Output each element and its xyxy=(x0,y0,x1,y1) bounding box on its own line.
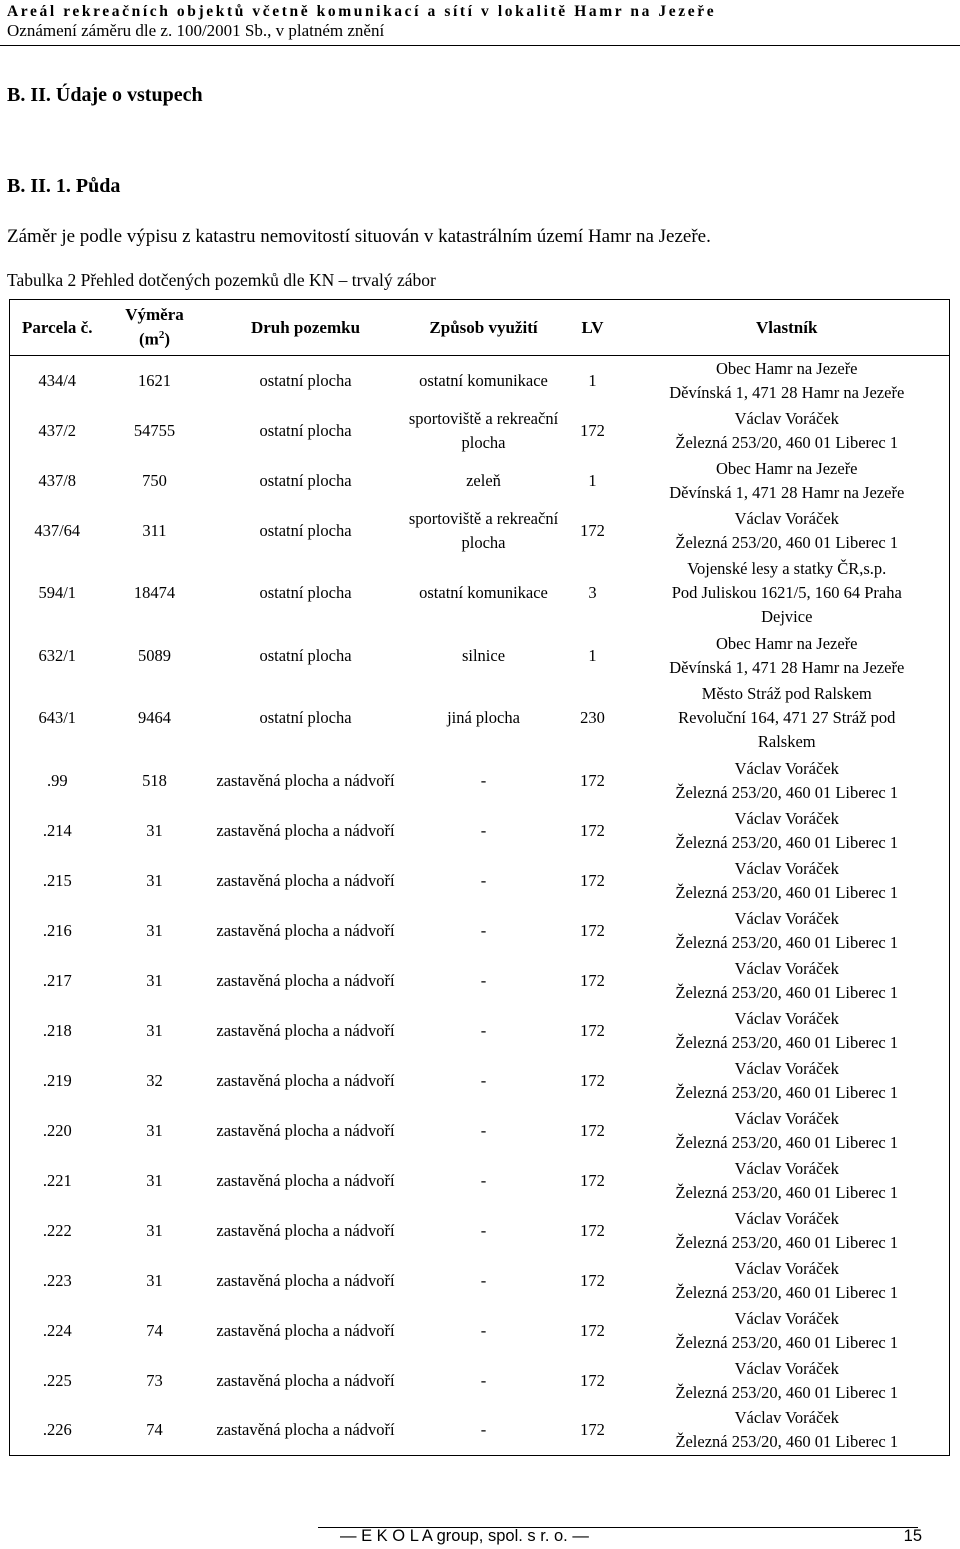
cell-zpusob: - xyxy=(480,920,487,940)
cell-vymera: 31 xyxy=(146,1120,163,1140)
cell-lv: 172 xyxy=(580,1320,605,1340)
cell-lv: 172 xyxy=(580,1170,605,1190)
cell-zpusob: jiná plocha xyxy=(447,708,520,727)
table-row xyxy=(10,906,950,956)
table-row xyxy=(10,1106,950,1156)
owner-line: Železná 253/20, 460 01 Liberec 1 xyxy=(675,1232,899,1252)
cell-lv: 172 xyxy=(580,770,605,790)
owner-line: Železná 253/20, 460 01 Liberec 1 xyxy=(675,832,899,852)
owner-line: Václav Voráček xyxy=(734,408,839,428)
cell-zpusob: sportoviště a rekreační plocha xyxy=(408,408,559,452)
owner-line: Václav Voráček xyxy=(734,1308,839,1328)
cell-zpusob: - xyxy=(480,1370,487,1390)
cell-druh: ostatní plocha xyxy=(259,520,352,540)
cell-vymera: 31 xyxy=(146,970,163,990)
owner-line: Revoluční 164, 471 27 Stráž pod xyxy=(678,708,896,727)
cell-parcela: 434/4 xyxy=(38,370,77,390)
cell-parcela: .219 xyxy=(42,1070,72,1090)
owner-line: Václav Voráček xyxy=(734,1108,839,1128)
owner-line: Ralskem xyxy=(757,732,816,751)
cell-lv: 172 xyxy=(580,1420,605,1440)
table-row xyxy=(10,1156,950,1206)
cell-druh: ostatní plocha xyxy=(259,583,352,602)
cell-zpusob: - xyxy=(480,1270,487,1290)
table-row xyxy=(10,506,950,556)
table-row xyxy=(10,806,950,856)
cell-lv: 172 xyxy=(580,920,605,940)
table-row xyxy=(10,556,950,631)
document-header-title: Areál rekreačních objektů včetně komunikací a sítí v lokalitě Hamr na Jezeře xyxy=(7,3,717,20)
cell-parcela: .222 xyxy=(42,1220,72,1240)
cell-zpusob: - xyxy=(480,1320,487,1340)
cell-vlastnik xyxy=(625,1406,950,1456)
cell-vymera: 31 xyxy=(146,1020,163,1040)
owner-line: Železná 253/20, 460 01 Liberec 1 xyxy=(675,1032,899,1052)
table-caption: Tabulka 2 Přehled dotčených pozemků dle KN – trvalý zábor xyxy=(7,270,436,290)
cell-vymera: 311 xyxy=(142,520,167,540)
table-row xyxy=(10,356,950,406)
cell-druh: zastavěná plocha a nádvoří xyxy=(216,1220,395,1240)
cell-druh: zastavěná plocha a nádvoří xyxy=(216,920,395,940)
owner-line: Václav Voráček xyxy=(734,1158,839,1178)
table-row xyxy=(10,856,950,906)
table-row xyxy=(10,1356,950,1406)
cell-vymera: 5089 xyxy=(138,645,171,665)
owner-line: Václav Voráček xyxy=(734,808,839,828)
cell-zpusob: zeleň xyxy=(466,470,501,490)
cell-lv: 172 xyxy=(580,1020,605,1040)
cell-parcela: 437/8 xyxy=(38,470,77,490)
cell-parcela: .216 xyxy=(42,920,72,940)
cell-zpusob: - xyxy=(480,1220,487,1240)
cell-druh: zastavěná plocha a nádvoří xyxy=(216,1420,395,1440)
table-row xyxy=(10,631,950,681)
cell-vymera: 31 xyxy=(146,1220,163,1240)
cell-parcela: .215 xyxy=(42,870,72,890)
cell-druh: ostatní plocha xyxy=(259,708,352,727)
table-row xyxy=(10,1406,950,1456)
cell-vymera: 750 xyxy=(142,470,167,490)
cell-druh: zastavěná plocha a nádvoří xyxy=(216,1370,395,1390)
header-druh: Druh pozemku xyxy=(205,300,407,356)
cell-parcela: 594/1 xyxy=(38,583,77,602)
cell-parcela: .220 xyxy=(42,1120,72,1140)
subsection-heading: B. II. 1. Půda xyxy=(7,175,121,197)
cell-vymera: 31 xyxy=(146,1170,163,1190)
cell-zpusob: silnice xyxy=(461,645,506,665)
header-lv: LV xyxy=(561,300,625,356)
cell-parcela: 643/1 xyxy=(38,708,77,727)
cell-lv: 172 xyxy=(580,1070,605,1090)
owner-line: Obec Hamr na Jezeře xyxy=(715,358,858,378)
cell-parcela: .223 xyxy=(42,1270,72,1290)
owner-line: Železná 253/20, 460 01 Liberec 1 xyxy=(675,882,899,902)
cell-lv: 172 xyxy=(580,1220,605,1240)
header-vlastnik: Vlastník xyxy=(625,300,950,356)
cell-vymera: 518 xyxy=(142,770,167,790)
owner-line: Obec Hamr na Jezeře xyxy=(715,458,858,478)
cell-druh: ostatní plocha xyxy=(259,470,352,490)
owner-line: Železná 253/20, 460 01 Liberec 1 xyxy=(675,432,899,452)
owner-line: Václav Voráček xyxy=(734,1258,839,1278)
cell-lv: 1 xyxy=(588,370,597,390)
cell-vymera: 54755 xyxy=(133,420,176,440)
owner-line: Děvínská 1, 471 28 Hamr na Jezeře xyxy=(669,382,905,402)
owner-line: Václav Voráček xyxy=(734,1208,839,1228)
cell-vymera: 31 xyxy=(146,820,163,840)
cell-parcela: 437/2 xyxy=(38,420,77,440)
owner-line: Děvínská 1, 471 28 Hamr na Jezeře xyxy=(669,657,905,677)
table-row xyxy=(10,456,950,506)
cell-vymera: 32 xyxy=(146,1070,163,1090)
cell-vlastnik xyxy=(625,1306,950,1356)
owner-line: Železná 253/20, 460 01 Liberec 1 xyxy=(675,1182,899,1202)
cell-druh: zastavěná plocha a nádvoří xyxy=(216,770,395,790)
table-row xyxy=(10,1056,950,1106)
cell-parcela: .224 xyxy=(42,1320,72,1340)
header-vymera-unit: $(m^2)$ xyxy=(139,329,170,349)
owner-line: Železná 253/20, 460 01 Liberec 1 xyxy=(675,1282,899,1302)
cell-vymera: 31 xyxy=(146,920,163,940)
header-parcela: Parcela č. xyxy=(10,300,105,356)
cell-zpusob: - xyxy=(480,1070,487,1090)
table-row xyxy=(10,1306,950,1356)
cell-zpusob: - xyxy=(480,1420,487,1440)
cell-zpusob: - xyxy=(480,1120,487,1140)
table-row xyxy=(10,756,950,806)
cell-druh: zastavěná plocha a nádvoří xyxy=(216,1270,395,1290)
cell-parcela: .218 xyxy=(42,1020,72,1040)
cell-vlastnik xyxy=(625,506,950,556)
owner-line: Železná 253/20, 460 01 Liberec 1 xyxy=(675,532,899,552)
cell-vymera: 1621 xyxy=(138,370,171,390)
cell-lv: 172 xyxy=(580,820,605,840)
intro-paragraph: Záměr je podle výpisu z katastru nemovitostí situován v katastrálním území Hamr na Jezeře. xyxy=(7,226,711,247)
owner-line: Václav Voráček xyxy=(734,758,839,778)
owner-line: Václav Voráček xyxy=(734,1008,839,1028)
cell-parcela: .221 xyxy=(42,1170,72,1190)
owner-line: Václav Voráček xyxy=(734,508,839,528)
owner-line: Václav Voráček xyxy=(734,1058,839,1078)
section-heading: B. II. Údaje o vstupech xyxy=(7,84,203,106)
owner-line: Železná 253/20, 460 01 Liberec 1 xyxy=(675,1132,899,1152)
cell-druh: zastavěná plocha a nádvoří xyxy=(216,870,395,890)
cell-vlastnik xyxy=(625,756,950,806)
cell-druh: zastavěná plocha a nádvoří xyxy=(216,1120,395,1140)
cell-vlastnik xyxy=(625,856,950,906)
cell-vlastnik xyxy=(625,631,950,681)
owner-line: Václav Voráček xyxy=(734,908,839,928)
cell-druh: zastavěná plocha a nádvoří xyxy=(216,1170,395,1190)
owner-line: Železná 253/20, 460 01 Liberec 1 xyxy=(675,982,899,1002)
table-row xyxy=(10,406,950,456)
owner-line: Železná 253/20, 460 01 Liberec 1 xyxy=(675,1432,899,1452)
cell-vlastnik xyxy=(625,556,950,631)
owner-line: Václav Voráček xyxy=(734,858,839,878)
cell-vlastnik xyxy=(625,806,950,856)
header-vymera xyxy=(105,300,205,356)
document-header-subtitle: Oznámení záměru dle z. 100/2001 Sb., v platném znění xyxy=(7,21,385,40)
cell-vlastnik xyxy=(625,406,950,456)
cell-vymera: 74 xyxy=(146,1420,163,1440)
owner-line: Železná 253/20, 460 01 Liberec 1 xyxy=(675,932,899,952)
owner-line: Město Stráž pod Ralskem xyxy=(701,684,872,703)
cell-lv: 172 xyxy=(580,1270,605,1290)
cell-parcela: 437/64 xyxy=(34,520,81,540)
cell-vlastnik xyxy=(625,1056,950,1106)
cell-lv: 172 xyxy=(580,870,605,890)
owner-line: Václav Voráček xyxy=(734,1358,839,1378)
cell-parcela: .226 xyxy=(42,1420,72,1440)
header-divider xyxy=(0,45,960,46)
cell-zpusob: ostatní komunikace xyxy=(419,583,548,602)
cell-druh: ostatní plocha xyxy=(259,420,352,440)
owner-line: Vojenské lesy a statky ČR,s.p. xyxy=(687,559,887,578)
cell-zpusob: - xyxy=(480,770,487,790)
cell-zpusob: - xyxy=(480,1020,487,1040)
cell-zpusob: - xyxy=(480,820,487,840)
cell-druh: zastavěná plocha a nádvoří xyxy=(216,820,395,840)
cell-druh: zastavěná plocha a nádvoří xyxy=(216,1070,395,1090)
page-footer xyxy=(340,1527,922,1546)
owner-line: Železná 253/20, 460 01 Liberec 1 xyxy=(675,1082,899,1102)
table-row xyxy=(10,1256,950,1306)
cell-vlastnik xyxy=(625,1256,950,1306)
cell-druh: zastavěná plocha a nádvoří xyxy=(216,970,395,990)
header-zpusob: Způsob využití xyxy=(407,300,561,356)
cell-lv: 172 xyxy=(580,970,605,990)
cell-vymera: 9464 xyxy=(138,708,171,727)
cell-lv: 172 xyxy=(580,1370,605,1390)
cell-vlastnik xyxy=(625,1356,950,1406)
cell-parcela: 632/1 xyxy=(38,645,77,665)
table-row xyxy=(10,1006,950,1056)
cell-druh: zastavěná plocha a nádvoří xyxy=(216,1320,395,1340)
table-row xyxy=(10,956,950,1006)
cell-vlastnik xyxy=(625,906,950,956)
cell-vlastnik xyxy=(625,1006,950,1056)
cell-parcela: .225 xyxy=(42,1370,72,1390)
cell-zpusob: - xyxy=(480,970,487,990)
cell-lv: 172 xyxy=(580,420,605,440)
cell-vymera: 18474 xyxy=(133,583,176,602)
cell-zpusob: - xyxy=(480,870,487,890)
cell-vlastnik xyxy=(625,956,950,1006)
parcel-table xyxy=(9,299,950,1456)
cell-zpusob: sportoviště a rekreační plocha xyxy=(408,508,559,552)
cell-vymera: 31 xyxy=(146,1270,163,1290)
footer-company: — E K O L A group, spol. s r. o. — xyxy=(340,1527,589,1545)
cell-lv: 1 xyxy=(588,470,597,490)
cell-parcela: .99 xyxy=(46,770,68,790)
cell-druh: ostatní plocha xyxy=(259,370,352,390)
cell-zpusob: - xyxy=(480,1170,487,1190)
owner-line: Václav Voráček xyxy=(734,958,839,978)
cell-vlastnik xyxy=(625,1206,950,1256)
table-row xyxy=(10,681,950,756)
owner-line: Obec Hamr na Jezeře xyxy=(715,633,858,653)
owner-line: Václav Voráček xyxy=(734,1408,839,1428)
cell-parcela: .217 xyxy=(42,970,72,990)
cell-vymera: 74 xyxy=(146,1320,163,1340)
cell-vymera: 73 xyxy=(146,1370,163,1390)
cell-lv: 3 xyxy=(588,583,597,602)
owner-line: Železná 253/20, 460 01 Liberec 1 xyxy=(675,1382,899,1402)
cell-vlastnik xyxy=(625,1156,950,1206)
cell-lv: 230 xyxy=(580,708,605,727)
cell-lv: 1 xyxy=(588,645,597,665)
cell-lv: 172 xyxy=(580,520,605,540)
table-row xyxy=(10,1206,950,1256)
cell-lv: 172 xyxy=(580,1120,605,1140)
cell-druh: zastavěná plocha a nádvoří xyxy=(216,1020,395,1040)
owner-line: Dejvice xyxy=(761,607,813,626)
header-vymera-label: Výměra xyxy=(125,305,184,325)
cell-zpusob: ostatní komunikace xyxy=(419,370,548,390)
owner-line: Železná 253/20, 460 01 Liberec 1 xyxy=(675,782,899,802)
cell-vlastnik xyxy=(625,681,950,756)
owner-line: Železná 253/20, 460 01 Liberec 1 xyxy=(675,1332,899,1352)
cell-vlastnik xyxy=(625,1106,950,1156)
cell-vlastnik xyxy=(625,456,950,506)
cell-druh: ostatní plocha xyxy=(259,645,352,665)
cell-vymera: 31 xyxy=(146,870,163,890)
owner-line: Pod Juliskou 1621/5, 160 64 Praha xyxy=(671,583,902,602)
owner-line: Děvínská 1, 471 28 Hamr na Jezeře xyxy=(669,482,905,502)
cell-vlastnik xyxy=(625,356,950,406)
page-number: 15 xyxy=(903,1527,922,1545)
cell-parcela: .214 xyxy=(42,820,72,840)
table-header-row xyxy=(10,300,950,356)
